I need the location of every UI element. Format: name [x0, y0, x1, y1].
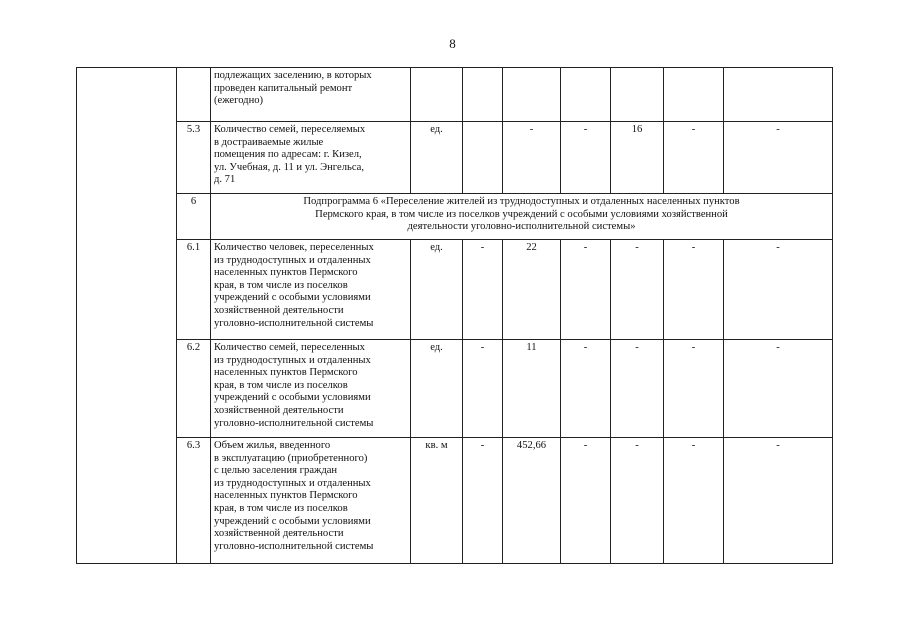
row-unit: ед. [411, 122, 463, 194]
row-unit: ед. [411, 240, 463, 340]
subprogram-number: 6 [177, 194, 211, 240]
row-value [463, 122, 503, 194]
row-value [463, 68, 503, 122]
row-number: 5.3 [177, 122, 211, 194]
row-value: - [664, 240, 724, 340]
row-value: - [724, 240, 833, 340]
row-value: - [503, 122, 561, 194]
row-value: 11 [503, 340, 561, 438]
row-value: - [724, 340, 833, 438]
row-description: Количество человек, переселенных из труднодоступных и отдаленных населенных пунктов Пермского края, в том числе из поселков учреждений с особыми условиями хозяйственной деятельности уголовно-исполнительной системы [211, 240, 411, 340]
row-description: Количество семей, переселенных из труднодоступных и отдаленных населенных пунктов Пермского края, в том числе из поселков учреждений с особыми условиями хозяйственной деятельности уголовно-исполнительной системы [211, 340, 411, 438]
row-value: - [724, 438, 833, 564]
row-description: Объем жилья, введенного в эксплуатацию (приобретенного) с целью заселения граждан из труднодоступных и отдаленных населенных пунктов Пермского края, в том числе из поселков учреждений с особыми условиями хозяйственной деятельности уголовно-исполнительной системы [211, 438, 411, 564]
row-value [664, 68, 724, 122]
row-value [724, 68, 833, 122]
row-value: - [561, 438, 611, 564]
row-value: - [561, 340, 611, 438]
row-unit [411, 68, 463, 122]
table-row [77, 438, 833, 564]
row-value: - [724, 122, 833, 194]
table-row [77, 340, 833, 438]
row-value: - [664, 340, 724, 438]
row-unit: ед. [411, 340, 463, 438]
row-value: 22 [503, 240, 561, 340]
row-number [177, 68, 211, 122]
row-value [561, 68, 611, 122]
row-value: - [664, 122, 724, 194]
table-row [77, 68, 833, 122]
subprogram-title: Подпрограмма 6 «Переселение жителей из труднодоступных и отдаленных населенных пунктов Пермского края, в том числе из поселков учреждений с особыми условиями хозяйственной деятельности уголовно-исполнительной системы» [211, 194, 833, 240]
row-value: 452,66 [503, 438, 561, 564]
row-value: - [561, 240, 611, 340]
row-value [503, 68, 561, 122]
row-value: - [463, 240, 503, 340]
table-row [77, 240, 833, 340]
row-description: подлежащих заселению, в которых проведен капитальный ремонт (ежегодно) [211, 68, 411, 122]
row-number: 6.1 [177, 240, 211, 340]
indicators-table [76, 67, 833, 564]
row-value [611, 68, 664, 122]
row-value: 16 [611, 122, 664, 194]
row-value: - [664, 438, 724, 564]
row-number: 6.3 [177, 438, 211, 564]
subprogram-row [77, 194, 833, 240]
row-value: - [611, 240, 664, 340]
left-blank-column [77, 68, 177, 564]
row-value: - [561, 122, 611, 194]
row-value: - [611, 340, 664, 438]
row-number: 6.2 [177, 340, 211, 438]
page-number: 8 [449, 36, 456, 51]
row-value: - [463, 438, 503, 564]
table-row [77, 122, 833, 194]
row-unit: кв. м [411, 438, 463, 564]
row-description: Количество семей, переселяемых в достраиваемые жилые помещения по адресам: г. Кизел, ул. Учебная, д. 11 и ул. Энгельса, д. 71 [211, 122, 411, 194]
row-value: - [463, 340, 503, 438]
row-value: - [611, 438, 664, 564]
